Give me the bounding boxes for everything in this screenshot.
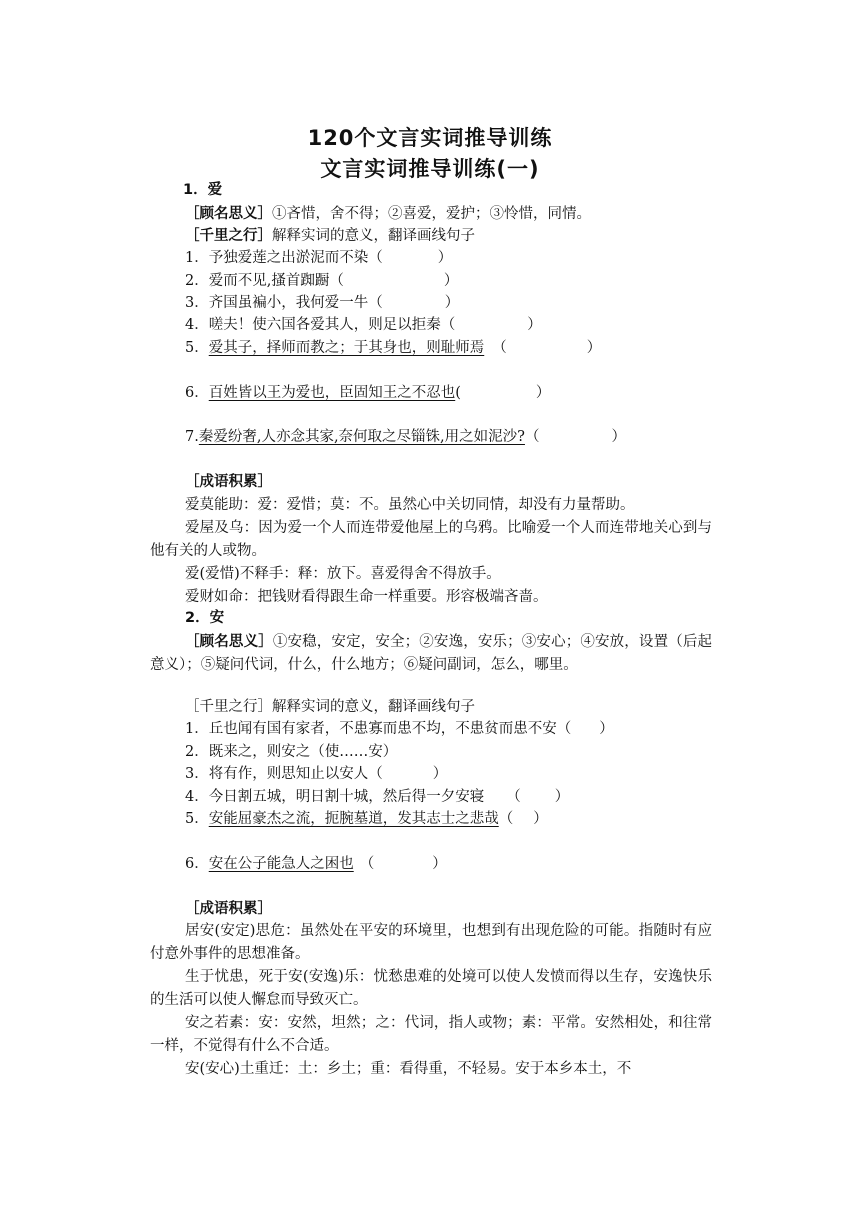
meaning-line	[185, 204, 591, 224]
item-text-underlined: 爱其子，择师而教之；于其身也，则耻师焉	[208, 340, 485, 356]
idiom-entry: 爱(爱惜)不释手：释：放下。喜爱得舍不得放手。	[185, 566, 501, 582]
item-number: 4．	[185, 317, 209, 333]
exercise-item	[185, 719, 614, 739]
item-close: ）	[533, 811, 548, 827]
exercise-item	[185, 248, 452, 268]
sub-title: 文言实词推导训练(一)	[320, 157, 540, 181]
idiom-entry: 居安(安定)思危：虽然处在平安的环境里，也想到有出现危险的可能。指随时有应付意外事件的思想准备。	[150, 923, 712, 962]
item-number: 1．	[185, 250, 209, 266]
practice-label: ［千里之行］	[185, 699, 272, 715]
meaning-label: ［顾名思义］	[185, 206, 272, 222]
item-number: 6．	[185, 856, 209, 872]
idiom-entry: 安之若素：安：安然，坦然；之：代词，指人或物；素：平常。安然相处，和往常一样，不觉得有什么不合适。	[150, 1015, 712, 1054]
item-number: 2．	[185, 744, 209, 760]
item-text-underlined: 秦爱纷奢,人亦念其家,奈何取之尽锱铢,用之如泥沙?	[198, 429, 525, 445]
item-text: 齐国虽褊小，我何爱一牛（	[208, 295, 383, 311]
section-heading-ai: 1．爱	[183, 182, 223, 198]
item-close: ）	[535, 385, 551, 401]
item-text: 丘也闻有国有家者，不患寡而患不均，不患贫而患不安（	[208, 721, 572, 737]
practice-text: 解释实词的意义，翻译画线句子	[272, 228, 475, 244]
exercise-item	[185, 293, 459, 313]
practice-label: ［千里之行］	[185, 228, 272, 244]
item-text-underlined: 安在公子能急人之困也	[208, 856, 354, 872]
item-number: 7.	[185, 429, 199, 445]
item-text: 爱而不见,搔首踟蹰（	[208, 273, 344, 289]
item-open: (	[455, 385, 461, 401]
item-number: 3．	[185, 766, 209, 782]
item-close: ）	[437, 250, 453, 266]
main-title: 120个文言实词推导训练	[307, 126, 553, 150]
meaning-text: ①吝惜，舍不得；②喜爱，爱护；③怜惜，同情。	[272, 206, 591, 222]
item-number: 2．	[185, 273, 209, 289]
exercise-item	[185, 854, 447, 874]
item-open: （	[359, 856, 375, 872]
item-close: ）	[554, 789, 570, 805]
item-number: 5．	[185, 340, 209, 356]
practice-line	[185, 697, 475, 717]
idiom-entry: 爱财如命：把钱财看得跟生命一样重要。形容极端吝啬。	[185, 589, 548, 605]
item-close: ）	[432, 856, 447, 872]
item-close: ）	[444, 295, 460, 311]
idiom-entry: 生于忧患，死于安(安逸)乐：忧愁患难的处境可以使人发愤而得以生存，安逸快乐的生活可以使人懈怠而导致灭亡。	[150, 969, 712, 1008]
exercise-item	[185, 809, 548, 829]
item-text: 今日割五城，明日割十城，然后得一夕安寝	[208, 789, 485, 805]
item-close: ）	[611, 429, 626, 445]
idiom-entry: 爱屋及乌：因为爱一个人而连带爱他屋上的乌鸦。比喻爱一个人而连带地关心到与他有关的人或物。	[150, 520, 712, 559]
exercise-item	[185, 338, 601, 358]
exercise-item	[185, 742, 397, 762]
practice-line	[185, 226, 475, 246]
item-open: （	[498, 811, 514, 827]
item-open: （	[492, 340, 507, 356]
idiom-label: ［成语积累］	[185, 474, 272, 490]
exercise-item	[185, 315, 542, 335]
item-close: ）	[443, 273, 459, 289]
meaning-label: ［顾名思义］	[185, 634, 273, 650]
item-text: 嗟夫！使六国各爱其人，则足以拒秦（	[208, 317, 456, 333]
section-heading-an: 2．安	[185, 610, 225, 626]
exercise-item	[185, 764, 447, 784]
exercise-item	[185, 271, 458, 291]
item-close: ）	[527, 317, 542, 333]
item-number: 4．	[185, 789, 209, 805]
item-text-underlined: 安能屈豪杰之流，扼腕墓道，发其志士之悲哉	[208, 811, 499, 827]
practice-text: 解释实词的意义，翻译画线句子	[272, 699, 475, 715]
item-text-underlined: 百姓皆以王为爱也，臣固知王之不忍也	[208, 385, 456, 401]
item-open: （	[524, 429, 540, 445]
item-close: ）	[432, 766, 448, 782]
item-number: 5．	[185, 811, 209, 827]
idiom-entry: 爱莫能助：爱：爱惜；莫：不。虽然心中关切同情，却没有力量帮助。	[185, 497, 635, 513]
item-number: 3．	[185, 295, 209, 311]
meaning-text: ①安稳，安定，安全；②安逸，安乐；③安心；④安放，设置（后起意义）；⑤疑问代词，什么，什么地方；⑥疑问副词，怎么，哪里。	[150, 634, 712, 673]
item-close: ）	[599, 721, 614, 737]
exercise-item	[185, 787, 569, 807]
item-close: ）	[586, 340, 602, 356]
item-number: 6．	[185, 385, 209, 401]
exercise-item	[185, 427, 626, 447]
exercise-item	[185, 383, 550, 403]
idiom-entry: 安(安心)土重迁：土：乡土；重：看得重，不轻易。安于本乡本土，不	[185, 1061, 632, 1077]
item-number: 1．	[185, 721, 209, 737]
idiom-label: ［成语积累］	[185, 901, 272, 917]
meaning-line	[150, 631, 712, 677]
item-text: 将有作，则思知止以安人（	[208, 766, 383, 782]
item-text: 既来之，则安之（使……安）	[208, 744, 398, 760]
item-open: （	[506, 789, 521, 805]
item-text: 予独爱莲之出淤泥而不染（	[208, 250, 383, 266]
